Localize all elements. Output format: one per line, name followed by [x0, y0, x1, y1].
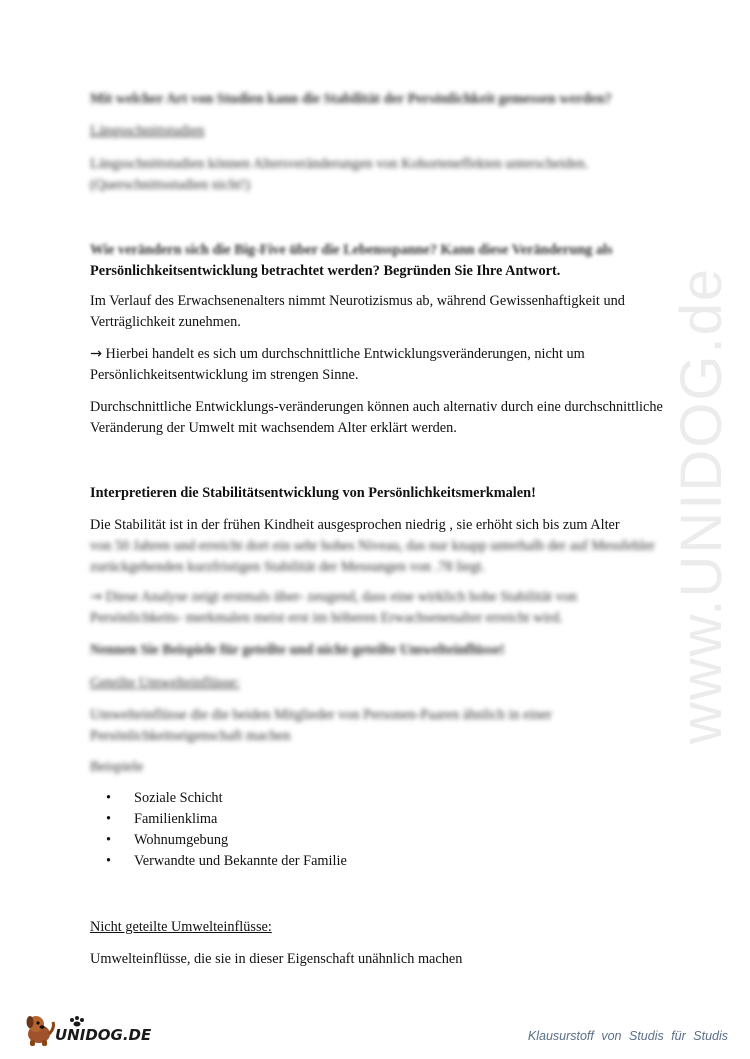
- answer-2-para-2-text: Hierbei handelt es sich um durchschnittliche Entwicklungsveränderungen, nicht um Persönlichkeitsentwicklung im strengen Sinne.: [90, 346, 585, 383]
- footer-tagline: Klausurstoff von Studis für Studis: [527, 1029, 728, 1043]
- question-1: Mit welcher Art von Studien kann die Stabilität der Persönlichkeit gemessen werden?: [90, 91, 612, 107]
- list-item: • Familienklima: [134, 809, 347, 830]
- answer-3-para-1-rest: von 50 Jahren und erreicht dort ein sehr hohes Niveau, das nur knapp unterhalb der auf Messfehler zurückgehenden kurzfristigen Stabilität der Messungen von .78 liegt.: [90, 538, 655, 575]
- logo-text: UNIDOG.DE: [55, 1026, 152, 1044]
- shared-text: Umwelteinflüsse die die beiden Mitglieder von Personen-Paaren ähnlich in einer Persönlichkeitseigenschaft machen: [90, 707, 552, 744]
- unidog-logo: [22, 1010, 162, 1050]
- examples-list: [90, 788, 347, 872]
- answer-1-text: Längsschnittstudien können Altersveränderungen von Kohorteneffekten unterscheiden. (Querschnittsstudien nicht!): [90, 156, 589, 193]
- dog-mascot-icon: [27, 1016, 54, 1046]
- nonshared-text: Umwelteinflüsse, die sie in dieser Eigenschaft unähnlich machen: [90, 951, 463, 967]
- answer-1-heading: Längsschnittstudien: [90, 123, 205, 139]
- answer-2-para-1: Im Verlauf des Erwachsenenalters nimmt Neurotizismus ab, während Gewissenhaftigkeit und Verträglichkeit zunehmen.: [90, 293, 625, 330]
- list-item: • Verwandte und Bekannte der Familie: [134, 851, 347, 872]
- question-2-line-2: Persönlichkeitsentwicklung betrachtet werden? Begründen Sie Ihre Antwort.: [90, 263, 561, 279]
- question-2-line-1: Wie verändern sich die Big-Five über die Lebensspanne? Kann diese Veränderung als: [90, 242, 613, 258]
- list-item: • Wohnumgebung: [134, 830, 347, 851]
- answer-3-para-1-line-1: Die Stabilität ist in der frühen Kindheit ausgesprochen niedrig , sie erhöht sich bis zum Alter: [90, 517, 620, 533]
- shared-heading: Geteilte Umwelteinflüsse:: [90, 675, 240, 691]
- answer-2-para-2: [90, 344, 670, 386]
- nonshared-heading: Nicht geteilte Umwelteinflüsse:: [90, 919, 272, 935]
- answer-3-para-2-text: Diese Analyse zeigt erstmals über- zeugend, dass eine wirklich hohe Stabilität von Persönlichkeits- merkmalen meist erst im höheren Erwachsenenalter erreicht wird.: [90, 589, 577, 626]
- question-4: Nennen Sie Beispiele für geteilte und nicht-geteilte Umwelteinflüsse!: [90, 642, 505, 658]
- answer-2-para-3: Durchschnittliche Entwicklungs-veränderungen können auch alternativ durch eine durchschnittliche Veränderung der Umwelt mit wachsendem Alter erklärt werden.: [90, 399, 663, 436]
- list-item: • Soziale Schicht: [134, 788, 347, 809]
- arrow-icon: →: [90, 346, 102, 362]
- examples-label: Beispiele: [90, 759, 144, 775]
- watermark: www.UNIDOG.de: [669, 266, 735, 744]
- question-3: Interpretieren die Stabilitätsentwicklung von Persönlichkeitsmerkmalen!: [90, 485, 536, 501]
- answer-3-para-2: [90, 587, 670, 629]
- arrow-icon: →: [90, 589, 102, 605]
